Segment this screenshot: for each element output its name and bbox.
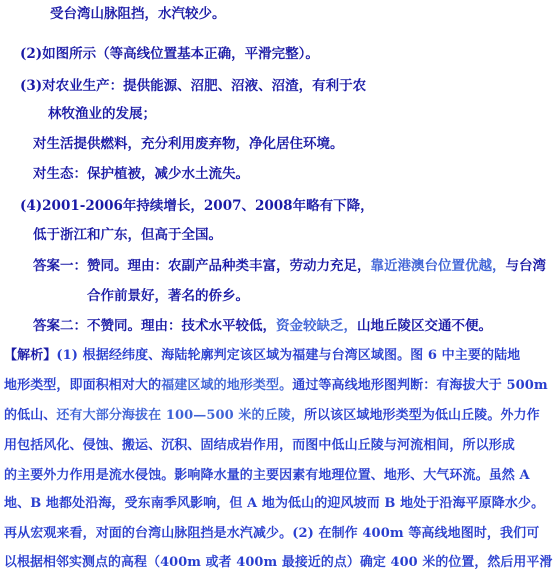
analysis-text-3c: 所以该区域地形类型为低山丘陵。外力作 xyxy=(303,408,540,423)
analysis-line-3 xyxy=(4,406,540,426)
answer-line-4: 林牧渔业的发展； xyxy=(48,106,156,122)
answer-option-one-cont: 合作前景好，著名的侨乡。 xyxy=(87,288,249,304)
answer-two-text: 答案二：不赞同。理由：技术水平较低， xyxy=(33,318,276,334)
answer-line-3: (3)对农业生产：提供能源、沼肥、沼液、沼渣，有利于农 xyxy=(20,78,367,94)
analysis-label: 【解析】 xyxy=(4,348,57,363)
analysis-line-6: 地、B 地都处沿海，受东南季风影响，但 A 地为低山的迎风坡而 B 地处于沿海平原降水少。 xyxy=(4,496,545,511)
answer-one-text: 答案一：赞同。理由：农副产品种类丰富，劳动力充足， xyxy=(33,258,371,274)
answer-line-7: (4)2001-2006年持续增长，2007、2008年略有下降， xyxy=(20,198,374,214)
answer-line-5: 对生活提供燃料，充分利用废弃物，净化居住环境。 xyxy=(33,136,344,152)
analysis-line-2 xyxy=(4,376,548,396)
analysis-line-4: 用包括风化、侵蚀、搬运、沉积、固结成岩作用，而图中低山丘陵与河流相间，所以形成 xyxy=(4,438,515,453)
answer-option-one xyxy=(33,256,546,276)
analysis-line-7: 再从宏观来看，对面的台湾山脉阻挡是水汽减少。(2) 在制作 400m 等高线地图时，我们可 xyxy=(4,526,540,541)
analysis-line-5: 的主要外力作用是流水侵蚀。影响降水量的主要因素有地理位置、地形、大气环流。虽然 A xyxy=(4,468,530,483)
analysis-text-3b: 还有大部分海拔在 100—500 米的丘陵， xyxy=(56,408,304,423)
answer-one-tail: 与台湾 xyxy=(505,258,546,274)
analysis-text-2a: 地形类型，即面积相对大的 xyxy=(4,378,162,393)
analysis-text-1: (1) 根据经纬度、海陆轮廓判定该区域为福建与台湾区域图。图 6 中主要的陆地 xyxy=(56,348,521,363)
answer-option-two xyxy=(33,316,492,336)
analysis-text-2b: 福建区域的地形类型。 xyxy=(161,378,293,393)
answer-line-2: (2)如图所示（等高线位置基本正确，平滑完整）。 xyxy=(20,46,319,62)
answer-line-1: 受台湾山脉阻挡，水汽较少。 xyxy=(50,6,226,22)
answer-one-highlight: 靠近港澳台位置优越， xyxy=(370,258,506,274)
analysis-line-8: 以根据相邻实测点的高程（400m 或者 400m 最接近的点）确定 400 米的位置，然后用平滑 xyxy=(4,555,553,570)
analysis-line-1 xyxy=(4,346,520,366)
answer-line-8: 低于浙江和广东，但高于全国。 xyxy=(33,227,222,243)
answer-two-tail: 山地丘陵区交通不便。 xyxy=(357,318,492,334)
answer-line-6: 对生态：保护植被，减少水土流失。 xyxy=(33,166,249,182)
analysis-text-3a: 的低山、 xyxy=(4,408,57,423)
analysis-text-2c: 通过等高线地形图判断：有海拔大于 500m xyxy=(292,378,548,393)
answer-two-highlight: 资金较缺乏， xyxy=(276,318,357,334)
